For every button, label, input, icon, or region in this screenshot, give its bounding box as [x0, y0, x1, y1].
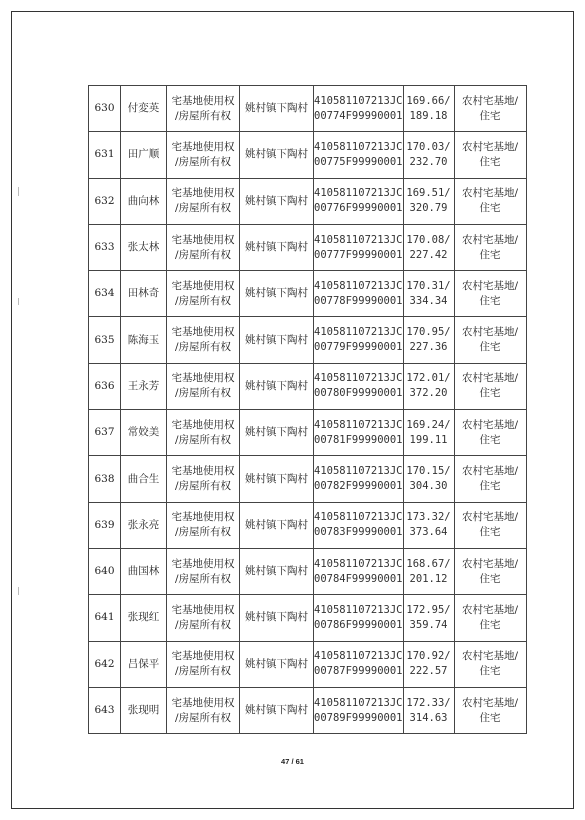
location-text: 姚村镇下陶村: [245, 704, 308, 716]
land-use-text: 住宅: [479, 202, 501, 215]
property-id-text: 410581107213JC: [314, 650, 403, 663]
area-text: 320.79: [409, 202, 448, 215]
property-id-cell: [314, 410, 404, 456]
row-number-text: 640: [94, 565, 115, 578]
row-number-cell: [89, 317, 121, 363]
land-use-text: 住宅: [479, 155, 501, 168]
land-use-text: 住宅: [479, 109, 501, 122]
location-cell: [240, 410, 314, 456]
land-use-text: 住宅: [479, 248, 501, 261]
right-type-cell: [167, 595, 240, 641]
right-type-text: /房屋所有权: [174, 155, 232, 168]
location-text: 姚村镇下陶村: [245, 518, 308, 531]
table-row: [89, 271, 527, 317]
area-text: 170.95/: [406, 326, 451, 339]
location-cell: [240, 271, 314, 317]
right-type-text: /房屋所有权: [174, 711, 232, 724]
land-use-text: 农村宅基地/: [461, 233, 519, 246]
row-number-cell: [89, 363, 121, 409]
land-use-cell: [454, 687, 526, 733]
property-id-text: 410581107213JC: [314, 140, 403, 153]
right-type-cell: [167, 641, 240, 687]
property-id-text: 00781F99990001: [314, 433, 403, 446]
area-cell: [403, 178, 454, 224]
area-text: 170.92/: [406, 650, 451, 663]
area-text: 170.08/: [406, 233, 451, 246]
right-type-text: 宅基地使用权: [171, 187, 235, 200]
area-text: 373.64: [409, 526, 448, 539]
land-use-text: 住宅: [479, 572, 501, 585]
property-id-cell: [314, 595, 404, 641]
table-row: [89, 456, 527, 502]
right-type-cell: [167, 86, 240, 132]
area-text: 201.12: [409, 572, 448, 585]
row-number-cell: [89, 595, 121, 641]
property-id-cell: [314, 363, 404, 409]
location-cell: [240, 363, 314, 409]
row-number-cell: [89, 271, 121, 317]
right-type-text: 宅基地使用权: [171, 696, 235, 709]
land-use-cell: [454, 363, 526, 409]
location-text: 姚村镇下陶村: [245, 333, 308, 346]
right-type-cell: [167, 687, 240, 733]
location-text: 姚村镇下陶村: [245, 472, 308, 485]
row-number-cell: [89, 86, 121, 132]
row-number-cell: [89, 641, 121, 687]
right-type-text: /房屋所有权: [174, 665, 232, 678]
land-use-text: 住宅: [479, 341, 501, 354]
right-type-cell: [167, 410, 240, 456]
property-id-text: 410581107213JC: [314, 94, 403, 107]
registry-table: [88, 85, 527, 734]
property-id-cell: [314, 687, 404, 733]
row-number-text: 630: [94, 102, 115, 115]
right-type-text: /房屋所有权: [174, 387, 232, 400]
row-number-text: 631: [94, 148, 115, 161]
row-number-text: 634: [94, 287, 115, 300]
land-use-text: 农村宅基地/: [461, 418, 519, 431]
area-text: 172.01/: [406, 372, 451, 385]
owner-name-text: 张现明: [127, 704, 160, 716]
land-use-text: 住宅: [479, 387, 501, 400]
right-type-text: 宅基地使用权: [171, 233, 235, 246]
area-text: 232.70: [409, 155, 448, 168]
property-id-text: 410581107213JC: [314, 187, 403, 200]
land-use-text: 农村宅基地/: [461, 465, 519, 478]
area-text: 314.63: [409, 711, 448, 724]
row-number-text: 641: [94, 611, 115, 624]
area-text: 172.33/: [406, 696, 451, 709]
row-number-text: 643: [94, 704, 115, 716]
area-text: 173.32/: [406, 511, 451, 524]
property-id-cell: [314, 271, 404, 317]
property-id-text: 410581107213JC: [314, 279, 403, 292]
area-cell: [403, 595, 454, 641]
area-cell: [403, 548, 454, 594]
property-id-text: 410581107213JC: [314, 372, 403, 385]
scan-margin-mark: [18, 587, 19, 595]
right-type-text: 宅基地使用权: [171, 372, 235, 385]
row-number-text: 635: [94, 333, 115, 346]
area-text: 170.15/: [406, 465, 451, 478]
property-id-text: 00776F99990001: [314, 202, 403, 215]
right-type-text: /房屋所有权: [174, 480, 232, 493]
owner-name-text: 陈海玉: [127, 333, 160, 346]
area-text: 189.18: [409, 109, 448, 122]
area-text: 199.11: [409, 433, 448, 446]
registry-table-body: [89, 86, 527, 734]
right-type-text: 宅基地使用权: [171, 326, 235, 339]
row-number-cell: [89, 687, 121, 733]
land-use-cell: [454, 641, 526, 687]
right-type-cell: [167, 548, 240, 594]
table-row: [89, 86, 527, 132]
property-id-cell: [314, 317, 404, 363]
row-number-text: 636: [94, 379, 115, 392]
location-cell: [240, 641, 314, 687]
right-type-text: 宅基地使用权: [171, 418, 235, 431]
right-type-text: 宅基地使用权: [171, 279, 235, 292]
table-row: [89, 641, 527, 687]
row-number-text: 633: [94, 241, 115, 254]
table-row: [89, 132, 527, 178]
land-use-cell: [454, 224, 526, 270]
land-use-text: 住宅: [479, 665, 501, 678]
property-id-cell: [314, 132, 404, 178]
area-text: 304.30: [409, 480, 448, 493]
area-cell: [403, 363, 454, 409]
land-use-text: 农村宅基地/: [461, 279, 519, 292]
area-text: 372.20: [409, 387, 448, 400]
area-cell: [403, 271, 454, 317]
area-text: 170.31/: [406, 279, 451, 292]
right-type-cell: [167, 271, 240, 317]
land-use-text: 农村宅基地/: [461, 557, 519, 570]
right-type-text: /房屋所有权: [174, 294, 232, 307]
property-id-text: 00787F99990001: [314, 665, 403, 678]
location-cell: [240, 317, 314, 363]
location-cell: [240, 502, 314, 548]
land-use-cell: [454, 178, 526, 224]
right-type-text: 宅基地使用权: [171, 94, 235, 107]
right-type-text: 宅基地使用权: [171, 140, 235, 153]
owner-name-text: 王永芳: [127, 379, 160, 392]
right-type-text: /房屋所有权: [174, 572, 232, 585]
table-row: [89, 363, 527, 409]
owner-name-cell: [121, 132, 167, 178]
page-number: 47 / 61: [281, 757, 304, 766]
right-type-text: /房屋所有权: [174, 618, 232, 631]
property-id-text: 410581107213JC: [314, 603, 403, 616]
area-text: 359.74: [409, 618, 448, 631]
property-id-text: 00775F99990001: [314, 155, 403, 168]
owner-name-cell: [121, 595, 167, 641]
location-text: 姚村镇下陶村: [245, 565, 308, 578]
right-type-cell: [167, 132, 240, 178]
property-id-text: 410581107213JC: [314, 696, 403, 709]
area-cell: [403, 502, 454, 548]
area-cell: [403, 641, 454, 687]
scan-margin-mark: [18, 298, 19, 305]
property-id-text: 00782F99990001: [314, 480, 403, 493]
right-type-cell: [167, 363, 240, 409]
property-id-text: 00786F99990001: [314, 618, 403, 631]
location-text: 姚村镇下陶村: [245, 148, 308, 161]
area-text: 334.34: [409, 294, 448, 307]
area-cell: [403, 687, 454, 733]
owner-name-cell: [121, 86, 167, 132]
land-use-cell: [454, 410, 526, 456]
land-use-text: 住宅: [479, 480, 501, 493]
location-cell: [240, 687, 314, 733]
right-type-text: 宅基地使用权: [171, 603, 235, 616]
land-use-text: 农村宅基地/: [461, 650, 519, 663]
land-use-text: 住宅: [479, 618, 501, 631]
right-type-text: 宅基地使用权: [171, 465, 235, 478]
row-number-cell: [89, 178, 121, 224]
area-text: 169.24/: [406, 418, 451, 431]
property-id-text: 00779F99990001: [314, 341, 403, 354]
owner-name-cell: [121, 548, 167, 594]
property-id-text: 00774F99990001: [314, 109, 403, 122]
location-text: 姚村镇下陶村: [245, 194, 308, 207]
row-number-cell: [89, 224, 121, 270]
row-number-text: 637: [94, 426, 115, 439]
land-use-text: 住宅: [479, 294, 501, 307]
land-use-cell: [454, 548, 526, 594]
right-type-text: /房屋所有权: [174, 526, 232, 539]
owner-name-text: 曲向林: [127, 194, 160, 207]
right-type-text: /房屋所有权: [174, 433, 232, 446]
row-number-text: 638: [94, 472, 115, 485]
property-id-cell: [314, 641, 404, 687]
location-text: 姚村镇下陶村: [245, 241, 308, 254]
owner-name-cell: [121, 502, 167, 548]
row-number-cell: [89, 410, 121, 456]
owner-name-cell: [121, 456, 167, 502]
land-use-cell: [454, 595, 526, 641]
property-id-text: 00778F99990001: [314, 294, 403, 307]
property-id-text: 00784F99990001: [314, 572, 403, 585]
owner-name-text: 田林奇: [127, 287, 160, 300]
land-use-cell: [454, 86, 526, 132]
property-id-text: 410581107213JC: [314, 511, 403, 524]
area-cell: [403, 317, 454, 363]
land-use-text: 农村宅基地/: [461, 94, 519, 107]
area-text: 227.36: [409, 341, 448, 354]
area-text: 170.03/: [406, 140, 451, 153]
area-cell: [403, 86, 454, 132]
right-type-text: /房屋所有权: [174, 248, 232, 261]
row-number-cell: [89, 548, 121, 594]
owner-name-text: 张永亮: [127, 518, 160, 531]
table-row: [89, 410, 527, 456]
row-number-text: 632: [94, 194, 115, 207]
property-id-text: 410581107213JC: [314, 465, 403, 478]
right-type-cell: [167, 456, 240, 502]
area-cell: [403, 456, 454, 502]
land-use-text: 住宅: [479, 711, 501, 724]
area-cell: [403, 410, 454, 456]
property-id-cell: [314, 456, 404, 502]
location-cell: [240, 595, 314, 641]
land-use-text: 农村宅基地/: [461, 140, 519, 153]
right-type-cell: [167, 317, 240, 363]
owner-name-text: 付変英: [127, 102, 160, 115]
area-text: 227.42: [409, 248, 448, 261]
location-cell: [240, 178, 314, 224]
area-text: 169.66/: [406, 94, 451, 107]
property-id-text: 410581107213JC: [314, 326, 403, 339]
right-type-cell: [167, 178, 240, 224]
location-text: 姚村镇下陶村: [245, 102, 308, 115]
owner-name-cell: [121, 271, 167, 317]
area-cell: [403, 224, 454, 270]
property-id-cell: [314, 86, 404, 132]
land-use-text: 住宅: [479, 526, 501, 539]
location-cell: [240, 86, 314, 132]
table-row: [89, 178, 527, 224]
table-row: [89, 687, 527, 733]
right-type-cell: [167, 224, 240, 270]
land-use-text: 农村宅基地/: [461, 326, 519, 339]
property-id-text: 410581107213JC: [314, 557, 403, 570]
location-text: 姚村镇下陶村: [245, 426, 308, 439]
row-number-cell: [89, 132, 121, 178]
location-cell: [240, 132, 314, 178]
property-id-text: 410581107213JC: [314, 418, 403, 431]
land-use-text: 农村宅基地/: [461, 696, 519, 709]
land-use-text: 农村宅基地/: [461, 603, 519, 616]
owner-name-text: 张现红: [127, 611, 160, 624]
property-id-cell: [314, 548, 404, 594]
land-use-cell: [454, 271, 526, 317]
land-use-text: 农村宅基地/: [461, 511, 519, 524]
property-id-cell: [314, 224, 404, 270]
owner-name-cell: [121, 178, 167, 224]
row-number-cell: [89, 456, 121, 502]
table-row: [89, 224, 527, 270]
right-type-text: 宅基地使用权: [171, 650, 235, 663]
area-text: 169.51/: [406, 187, 451, 200]
property-id-text: 00783F99990001: [314, 526, 403, 539]
owner-name-cell: [121, 224, 167, 270]
property-id-text: 00780F99990001: [314, 387, 403, 400]
table-row: [89, 595, 527, 641]
right-type-text: /房屋所有权: [174, 202, 232, 215]
owner-name-cell: [121, 687, 167, 733]
land-use-cell: [454, 456, 526, 502]
area-text: 172.95/: [406, 603, 451, 616]
location-text: 姚村镇下陶村: [245, 657, 308, 670]
table-row: [89, 502, 527, 548]
land-use-cell: [454, 317, 526, 363]
area-text: 222.57: [409, 665, 448, 678]
row-number-cell: [89, 502, 121, 548]
property-id-text: 00777F99990001: [314, 248, 403, 261]
location-cell: [240, 224, 314, 270]
land-use-cell: [454, 132, 526, 178]
land-use-cell: [454, 502, 526, 548]
right-type-text: /房屋所有权: [174, 341, 232, 354]
location-text: 姚村镇下陶村: [245, 287, 308, 300]
table-row: [89, 548, 527, 594]
owner-name-cell: [121, 317, 167, 363]
area-text: 168.67/: [406, 557, 451, 570]
owner-name-cell: [121, 410, 167, 456]
owner-name-cell: [121, 363, 167, 409]
land-use-text: 农村宅基地/: [461, 187, 519, 200]
owner-name-text: 张太林: [127, 241, 160, 254]
owner-name-text: 吕保平: [127, 657, 160, 670]
scan-margin-mark: [18, 187, 19, 196]
right-type-cell: [167, 502, 240, 548]
row-number-text: 639: [94, 518, 115, 531]
location-cell: [240, 548, 314, 594]
property-id-cell: [314, 178, 404, 224]
property-id-text: 00789F99990001: [314, 711, 403, 724]
location-cell: [240, 456, 314, 502]
location-text: 姚村镇下陶村: [245, 379, 308, 392]
table-row: [89, 317, 527, 363]
property-id-text: 410581107213JC: [314, 233, 403, 246]
location-text: 姚村镇下陶村: [245, 611, 308, 624]
right-type-text: /房屋所有权: [174, 109, 232, 122]
owner-name-text: 曲合生: [127, 472, 160, 485]
owner-name-text: 常姣美: [127, 426, 160, 439]
land-use-text: 住宅: [479, 433, 501, 446]
property-id-cell: [314, 502, 404, 548]
owner-name-text: 田广顺: [127, 148, 160, 161]
area-cell: [403, 132, 454, 178]
owner-name-cell: [121, 641, 167, 687]
right-type-text: 宅基地使用权: [171, 511, 235, 524]
owner-name-text: 曲国林: [127, 565, 160, 578]
right-type-text: 宅基地使用权: [171, 557, 235, 570]
land-use-text: 农村宅基地/: [461, 372, 519, 385]
row-number-text: 642: [94, 657, 115, 670]
